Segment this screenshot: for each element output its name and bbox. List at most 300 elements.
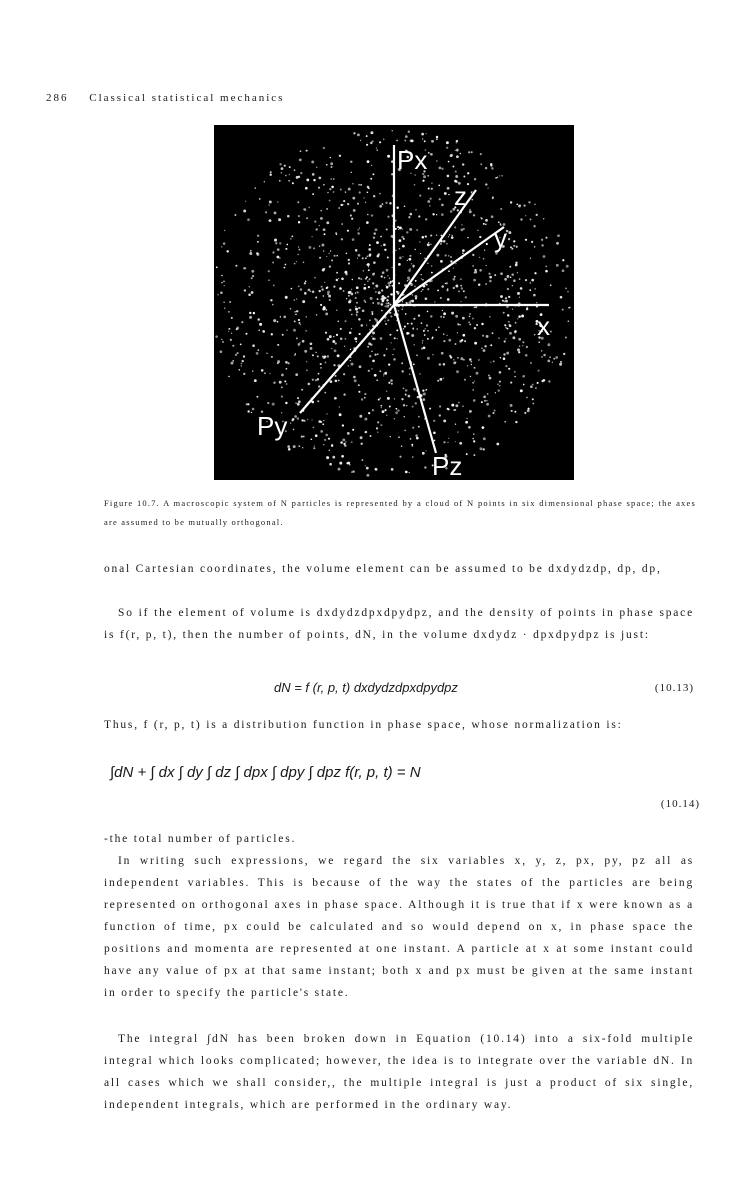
phase-point — [515, 262, 517, 264]
phase-point — [445, 283, 446, 284]
phase-point — [352, 197, 355, 200]
phase-point — [368, 370, 370, 372]
phase-point — [446, 243, 447, 244]
phase-point — [386, 286, 389, 289]
phase-point — [237, 352, 239, 354]
phase-point — [402, 256, 403, 257]
phase-point — [422, 452, 425, 455]
phase-point — [377, 298, 379, 300]
phase-point — [430, 235, 432, 237]
phase-point — [422, 398, 425, 401]
phase-point — [323, 228, 326, 231]
phase-point — [485, 219, 488, 222]
phase-point — [462, 405, 464, 407]
phase-point — [390, 293, 392, 295]
phase-point — [371, 336, 372, 337]
phase-point — [294, 311, 296, 313]
phase-point — [399, 248, 401, 250]
phase-point — [311, 236, 312, 237]
phase-point — [254, 379, 257, 382]
phase-point — [422, 180, 424, 182]
phase-point — [275, 242, 277, 244]
phase-point — [409, 258, 412, 261]
phase-point — [468, 151, 470, 153]
phase-point — [341, 223, 343, 225]
phase-point — [473, 454, 475, 456]
phase-point — [215, 335, 218, 338]
phase-point — [455, 285, 458, 288]
phase-point — [495, 392, 496, 393]
phase-point — [315, 379, 317, 381]
phase-point — [523, 204, 525, 206]
phase-point — [443, 419, 446, 422]
phase-point — [320, 217, 323, 220]
phase-point — [415, 249, 416, 250]
phase-point — [286, 244, 288, 246]
phase-point — [515, 264, 518, 267]
phase-point — [543, 354, 546, 357]
phase-point — [464, 340, 466, 342]
phase-point — [398, 310, 400, 312]
phase-point — [339, 155, 341, 157]
phase-point — [430, 315, 432, 317]
phase-point — [566, 265, 569, 268]
phase-point — [460, 278, 462, 280]
phase-point — [474, 307, 475, 308]
phase-point — [541, 244, 543, 246]
phase-point — [327, 293, 329, 295]
phase-point — [366, 135, 368, 137]
phase-point — [324, 282, 325, 283]
phase-point — [267, 402, 269, 404]
phase-point — [474, 327, 476, 329]
phase-point — [332, 456, 335, 459]
phase-point — [285, 402, 287, 404]
phase-point — [468, 426, 471, 429]
phase-point — [363, 270, 365, 272]
phase-point — [401, 236, 404, 239]
phase-point — [485, 183, 487, 185]
phase-point — [296, 176, 299, 179]
phase-point — [402, 309, 403, 310]
phase-point — [500, 208, 502, 210]
page-header — [46, 92, 284, 104]
phase-point — [329, 335, 332, 338]
phase-point — [287, 362, 289, 364]
phase-point — [390, 281, 392, 283]
phase-point — [320, 210, 321, 211]
phase-point — [408, 395, 411, 398]
phase-point — [474, 380, 475, 381]
phase-point — [385, 323, 387, 325]
phase-point — [427, 200, 430, 203]
phase-point — [371, 368, 372, 369]
phase-point — [308, 383, 311, 386]
phase-point — [525, 239, 527, 241]
phase-point — [504, 324, 506, 326]
phase-point — [459, 442, 462, 445]
phase-point — [552, 362, 553, 363]
phase-point — [467, 365, 469, 367]
phase-point — [394, 418, 396, 420]
phase-point — [448, 161, 450, 163]
phase-point — [473, 214, 475, 216]
phase-point — [328, 438, 330, 440]
phase-point — [513, 240, 515, 242]
phase-point — [427, 288, 429, 290]
phase-point — [508, 296, 510, 298]
phase-point — [475, 306, 477, 308]
phase-point — [403, 404, 405, 406]
phase-point — [340, 338, 343, 341]
phase-point — [415, 280, 417, 282]
phase-point — [388, 382, 390, 384]
phase-point — [222, 341, 224, 343]
phase-point — [323, 306, 324, 307]
phase-point — [530, 362, 532, 364]
phase-point — [298, 322, 300, 324]
phase-point — [557, 234, 560, 237]
phase-point — [285, 248, 287, 250]
phase-point — [393, 358, 396, 361]
phase-point — [467, 183, 469, 185]
phase-point — [533, 294, 536, 297]
phase-point — [284, 267, 286, 269]
phase-point — [348, 365, 349, 366]
phase-point — [482, 335, 484, 337]
phase-point — [353, 132, 355, 134]
phase-point — [559, 363, 562, 366]
phase-point — [385, 202, 387, 204]
phase-point — [385, 285, 386, 286]
phase-point — [521, 315, 524, 318]
phase-point — [448, 194, 449, 195]
phase-point — [259, 198, 261, 200]
phase-point — [381, 245, 382, 246]
phase-point — [303, 420, 305, 422]
phase-point — [409, 228, 412, 231]
phase-point — [220, 350, 223, 353]
phase-point — [318, 385, 320, 387]
phase-point — [252, 408, 255, 411]
phase-point — [487, 187, 488, 188]
phase-point — [321, 244, 324, 247]
phase-point — [369, 355, 372, 358]
phase-point — [504, 278, 507, 281]
phase-point — [223, 281, 225, 283]
phase-point — [238, 369, 240, 371]
phase-point — [367, 346, 369, 348]
phase-point — [359, 415, 362, 418]
phase-point — [505, 338, 506, 339]
phase-point — [382, 271, 385, 274]
phase-point — [527, 409, 530, 412]
phase-point — [279, 163, 281, 165]
phase-point — [368, 187, 370, 189]
phase-point — [553, 358, 555, 360]
phase-point — [294, 169, 296, 171]
phase-point — [388, 302, 390, 304]
phase-point — [351, 471, 352, 472]
phase-point — [450, 356, 452, 358]
phase-point — [341, 277, 344, 280]
phase-point — [534, 334, 535, 335]
phase-point — [522, 375, 525, 378]
phase-point — [290, 308, 292, 310]
phase-point — [330, 380, 333, 383]
phase-point — [406, 231, 408, 233]
phase-point — [294, 299, 296, 301]
axis-label-z: z — [454, 181, 467, 211]
phase-point — [350, 161, 352, 163]
equation-10-14 — [110, 752, 700, 822]
phase-point — [314, 277, 316, 279]
phase-point — [345, 191, 346, 192]
phase-point — [456, 142, 457, 143]
paragraph-1: onal Cartesian coordinates, the volume element can be assumed to be dxdydzdp, dp, dp, — [104, 563, 662, 575]
phase-point — [358, 307, 360, 309]
phase-point — [333, 336, 335, 338]
phase-point — [421, 322, 423, 324]
phase-point — [523, 384, 525, 386]
phase-point — [221, 275, 223, 277]
phase-point — [306, 178, 309, 181]
phase-point — [390, 436, 391, 437]
phase-point — [383, 139, 384, 140]
phase-point — [293, 445, 296, 448]
phase-point — [541, 239, 543, 241]
phase-point — [485, 223, 487, 225]
phase-point — [379, 141, 381, 143]
phase-point — [414, 285, 416, 287]
phase-point — [330, 162, 333, 165]
phase-point — [223, 302, 224, 303]
phase-point — [514, 371, 516, 373]
phase-point — [440, 243, 442, 245]
phase-point — [377, 253, 380, 256]
phase-point — [525, 354, 528, 357]
phase-point — [364, 284, 366, 286]
phase-point — [290, 422, 291, 423]
phase-point — [264, 372, 266, 374]
phase-point — [235, 265, 237, 267]
phase-point — [431, 188, 433, 190]
phase-point — [335, 375, 337, 377]
phase-point — [351, 314, 353, 316]
phase-point — [532, 384, 534, 386]
phase-point — [391, 383, 393, 385]
phase-point — [284, 165, 286, 167]
phase-point — [434, 440, 436, 442]
phase-point — [543, 379, 546, 382]
phase-point — [497, 383, 499, 385]
phase-point — [385, 373, 386, 374]
phase-point — [486, 400, 488, 402]
phase-point — [502, 300, 504, 302]
phase-point — [519, 278, 521, 280]
phase-point — [296, 310, 298, 312]
phase-point — [293, 329, 296, 332]
phase-point — [447, 298, 450, 301]
phase-point — [412, 265, 415, 268]
phase-point — [456, 370, 459, 373]
phase-point — [251, 291, 254, 294]
phase-point — [356, 311, 358, 313]
phase-point — [298, 246, 299, 247]
phase-point — [277, 360, 280, 363]
phase-point — [344, 338, 346, 340]
phase-point — [379, 370, 381, 372]
phase-point — [277, 321, 279, 323]
phase-point — [505, 327, 507, 329]
phase-point — [365, 202, 367, 204]
phase-point — [531, 279, 534, 282]
phase-point — [269, 174, 271, 176]
phase-point — [314, 445, 315, 446]
phase-point — [479, 257, 480, 258]
phase-point — [323, 147, 325, 149]
phase-point — [562, 259, 564, 261]
phase-point — [563, 353, 565, 355]
phase-point — [519, 297, 520, 298]
phase-point — [300, 288, 302, 290]
phase-point — [409, 213, 412, 216]
phase-point — [327, 192, 328, 193]
phase-point — [448, 236, 449, 237]
phase-point — [326, 456, 329, 459]
phase-point — [334, 349, 337, 352]
phase-point — [454, 276, 456, 278]
phase-point — [312, 193, 314, 195]
phase-point — [518, 315, 521, 318]
phase-point — [381, 304, 383, 306]
phase-point — [310, 438, 312, 440]
phase-point — [327, 338, 330, 341]
phase-point — [534, 246, 536, 248]
phase-point — [308, 289, 311, 292]
phase-point — [368, 286, 370, 288]
phase-point — [462, 163, 464, 165]
phase-point — [520, 389, 523, 392]
phase-point — [499, 371, 502, 374]
phase-point — [369, 319, 371, 321]
phase-point — [409, 472, 410, 473]
phase-point — [340, 204, 342, 206]
phase-point — [232, 360, 234, 362]
phase-point — [427, 330, 429, 332]
phase-point — [257, 241, 259, 243]
phase-point — [481, 323, 483, 325]
phase-point — [505, 365, 507, 367]
phase-point — [536, 302, 537, 303]
phase-point — [425, 235, 427, 237]
phase-point — [331, 186, 334, 189]
phase-point — [320, 367, 321, 368]
phase-point — [420, 253, 421, 254]
phase-point — [398, 229, 399, 230]
phase-point — [221, 282, 223, 284]
phase-point — [251, 412, 252, 413]
phase-point — [394, 398, 395, 399]
phase-point — [439, 167, 442, 170]
phase-point — [386, 229, 388, 231]
phase-point — [464, 379, 466, 381]
phase-point — [406, 405, 408, 407]
phase-point — [416, 354, 418, 356]
phase-point — [397, 291, 398, 292]
phase-point — [362, 257, 364, 259]
phase-point — [424, 466, 426, 468]
phase-point — [460, 228, 463, 231]
phase-point — [411, 323, 413, 325]
phase-point — [387, 216, 389, 218]
phase-point — [414, 184, 416, 186]
phase-point — [530, 282, 531, 283]
phase-point — [467, 172, 469, 174]
phase-point — [370, 131, 373, 134]
phase-point — [298, 249, 300, 251]
phase-point — [340, 441, 343, 444]
phase-point — [389, 406, 391, 408]
phase-point — [504, 421, 506, 423]
phase-point — [252, 370, 253, 371]
phase-point — [399, 257, 402, 260]
phase-point — [383, 373, 384, 374]
phase-point — [241, 365, 243, 367]
phase-point — [549, 356, 551, 358]
phase-point — [510, 382, 512, 384]
phase-point — [387, 319, 389, 321]
phase-point — [509, 324, 511, 326]
phase-point — [331, 445, 333, 447]
phase-point — [317, 355, 319, 357]
phase-point — [223, 242, 225, 244]
phase-point — [230, 339, 232, 341]
phase-point — [486, 335, 489, 338]
phase-point — [404, 416, 405, 417]
phase-point — [351, 441, 353, 443]
phase-point — [387, 155, 390, 158]
phase-point — [451, 312, 454, 315]
phase-point — [354, 379, 357, 382]
phase-point — [480, 163, 482, 165]
phase-point — [500, 295, 503, 298]
phase-point — [512, 248, 514, 250]
phase-point — [384, 320, 385, 321]
phase-point — [488, 374, 490, 376]
phase-point — [384, 409, 386, 411]
phase-point — [483, 396, 486, 399]
phase-point — [329, 463, 332, 466]
phase-point — [379, 205, 382, 208]
phase-point — [390, 304, 392, 306]
phase-point — [522, 345, 523, 346]
phase-point — [534, 204, 535, 205]
phase-point — [528, 408, 530, 410]
phase-point — [439, 405, 441, 407]
phase-point — [391, 267, 392, 268]
phase-point — [290, 238, 291, 239]
phase-point — [431, 265, 432, 266]
phase-point — [490, 362, 491, 363]
phase-point — [428, 152, 430, 154]
phase-point — [344, 320, 346, 322]
phase-point — [424, 140, 426, 142]
phase-point — [381, 407, 382, 408]
phase-point — [482, 448, 484, 450]
phase-point — [488, 273, 490, 275]
phase-point — [281, 386, 283, 388]
